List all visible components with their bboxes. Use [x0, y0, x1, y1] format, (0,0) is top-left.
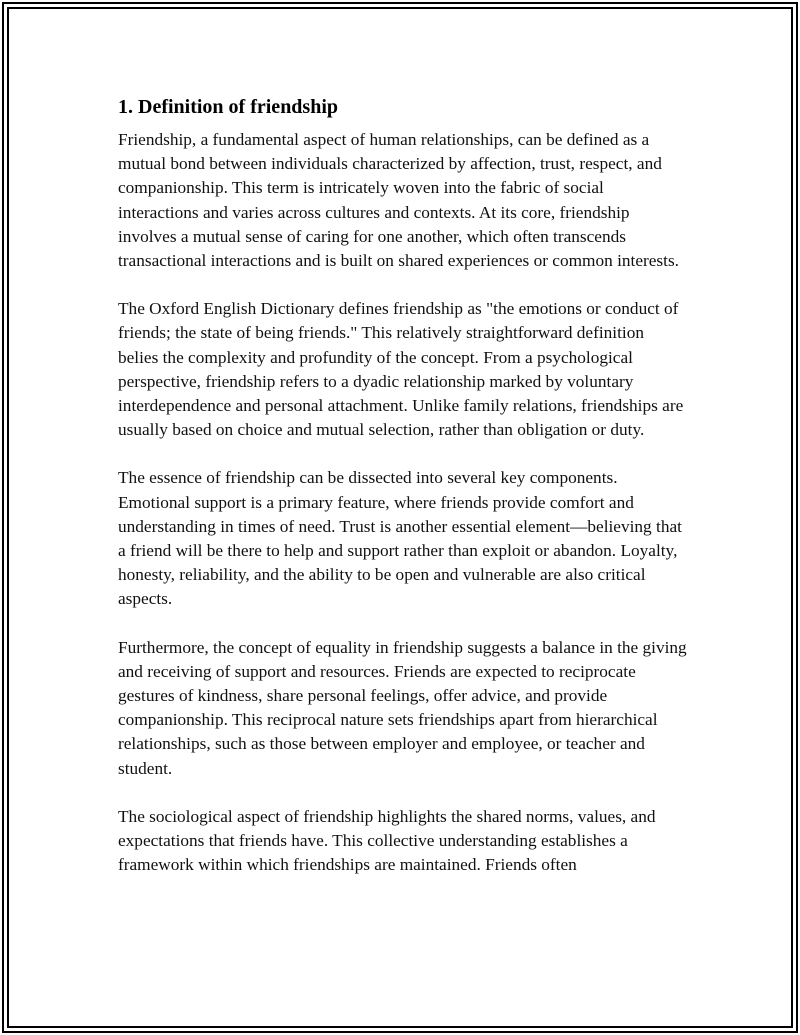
section-heading: 1. Definition of friendship	[118, 96, 339, 118]
paragraph-3: The essence of friendship can be dissected into several key components. Emotional support is a primary feature, where friends provide comfort and understanding in times of need. Trust is another essential element—believing that a friend will be there to help and support rather than exploit or abandon. Loyalty, honesty, reliability, and the ability to be open and vulnerable are also critical aspects.	[118, 468, 682, 609]
paragraph-1: Friendship, a fundamental aspect of human relationships, can be defined as a mutual bond between individuals characterized by affection, trust, respect, and companionship. This term is intricately woven into the fabric of social interactions and varies across cultures and contexts. At its core, friendship involves a mutual sense of caring for one another, which often transcends transactional interactions and is built on shared experiences or common interests.	[118, 130, 679, 271]
paragraph-4: Furthermore, the concept of equality in friendship suggests a balance in the giving and receiving of support and resources. Friends are expected to reciprocate gestures of kindness, share personal feelings, offer advice, and provide companionship. This reciprocal nature sets friendships apart from hierarchical relationships, such as those between employer and employee, or teacher and student.	[118, 637, 687, 778]
document-body	[118, 95, 688, 901]
paragraph-5: The sociological aspect of friendship highlights the shared norms, values, and expectations that friends have. This collective understanding establishes a framework within which friendships are maintained. Friends often	[118, 806, 656, 875]
paragraph-2: The Oxford English Dictionary defines friendship as "the emotions or conduct of friends; the state of being friends." This relatively straightforward definition belies the complexity and profundity of the concept. From a psychological perspective, friendship refers to a dyadic relationship marked by voluntary interdependence and personal attachment. Unlike family relations, friendships are usually based on choice and mutual selection, rather than obligation or duty.	[118, 299, 684, 440]
